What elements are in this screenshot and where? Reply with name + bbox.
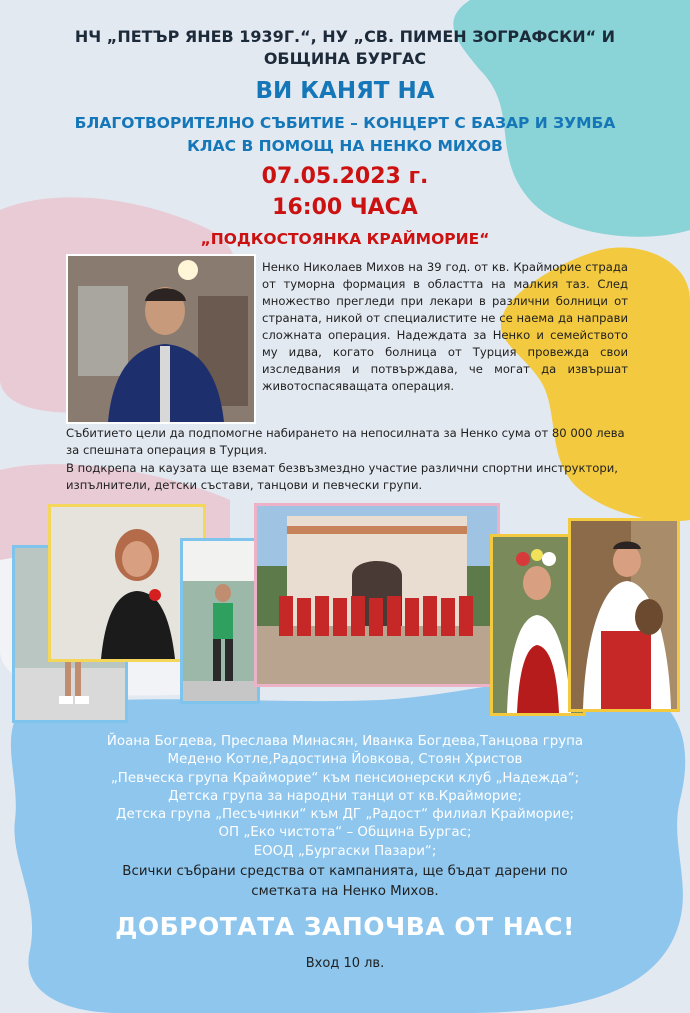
participants-list (30, 733, 660, 861)
entry-fee: Вход 10 лв. (305, 956, 385, 971)
story-paragraph: Събитието цели да подпомогне набирането на непосилната за Ненко сума от 80 000 лева за спешната операция в Турция. (66, 426, 625, 457)
event-title-line: БЛАГОТВОРИТЕЛНО СЪБИТИЕ – КОНЦЕРТ С БАЗАР И ЗУМБА (74, 114, 616, 132)
story-paragraph: В подкрепа на каузата ще вземат безвъзмездно участие различни спортни инструктори, изпълнители, детски състави, танцови и певчески групи. (66, 461, 618, 492)
participant-line: ОП „Еко чистота“ – Община Бургас; (218, 825, 472, 841)
zumba-photo (180, 538, 260, 704)
event-title-line: КЛАС В ПОМОЩ НА НЕНКО МИХОВ (187, 137, 503, 155)
participant-line: „Певческа група Крайморие“ към пенсионерски клуб „Надежда“; (110, 770, 580, 786)
bagpipe-player-photo (568, 518, 680, 712)
event-venue: „ПОДКОСТОЯНКА КРАЙМОРИЕ“ (200, 230, 490, 248)
participant-line: Медено Котле,Радостина Йовкова, Стоян Христов (167, 752, 523, 768)
event-title (40, 112, 650, 158)
story-paragraph: Ненко Николаев Михов на 39 год. от кв. Крайморие страда от туморна формация в областта на малкия таз. След множество прегледи при лекари в различни болници от страната, никой от специалистите не се наема да направи сложната операция. Надеждата за Ненко и семейството му идва, когато болница от Турция провежда свои изследвания и потвърждава, че могат да извършат животоспасяващата операция. (262, 260, 628, 393)
church-group-photo (254, 503, 500, 687)
funds-line: Всички събрани средства от кампанията, ще бъдат дарени по (122, 864, 568, 879)
portrait-photo (66, 254, 256, 424)
organizers-line: ОБЩИНА БУРГАС (263, 49, 427, 68)
invite-heading: ВИ КАНЯТ НА (255, 78, 435, 104)
funds-note (60, 862, 630, 902)
participant-line: ЕООД „Бургаски Пазари“; (253, 843, 437, 859)
participant-line: Детска група „Песъчинки“ към ДГ „Радост“ филиал Крайморие; (116, 807, 574, 823)
event-time: 16:00 ЧАСА (272, 195, 418, 220)
participant-line: Йоана Богдева, Преслава Минасян, Иванка Богдева,Танцова група (106, 734, 584, 749)
slogan: ДОБРОТАТА ЗАПОЧВА ОТ НАС! (115, 912, 575, 941)
organizers-line: НЧ „ПЕТЪР ЯНЕВ 1939Г.“, НУ „СВ. ПИМЕН ЗОГРАФСКИ“ И (74, 27, 616, 46)
participant-line: Детска група за народни танци от кв.Крайморие; (168, 788, 522, 804)
organizers (40, 26, 650, 70)
funds-line: сметката на Ненко Михов. (251, 884, 439, 899)
event-date: 07.05.2023 г. (261, 164, 429, 189)
